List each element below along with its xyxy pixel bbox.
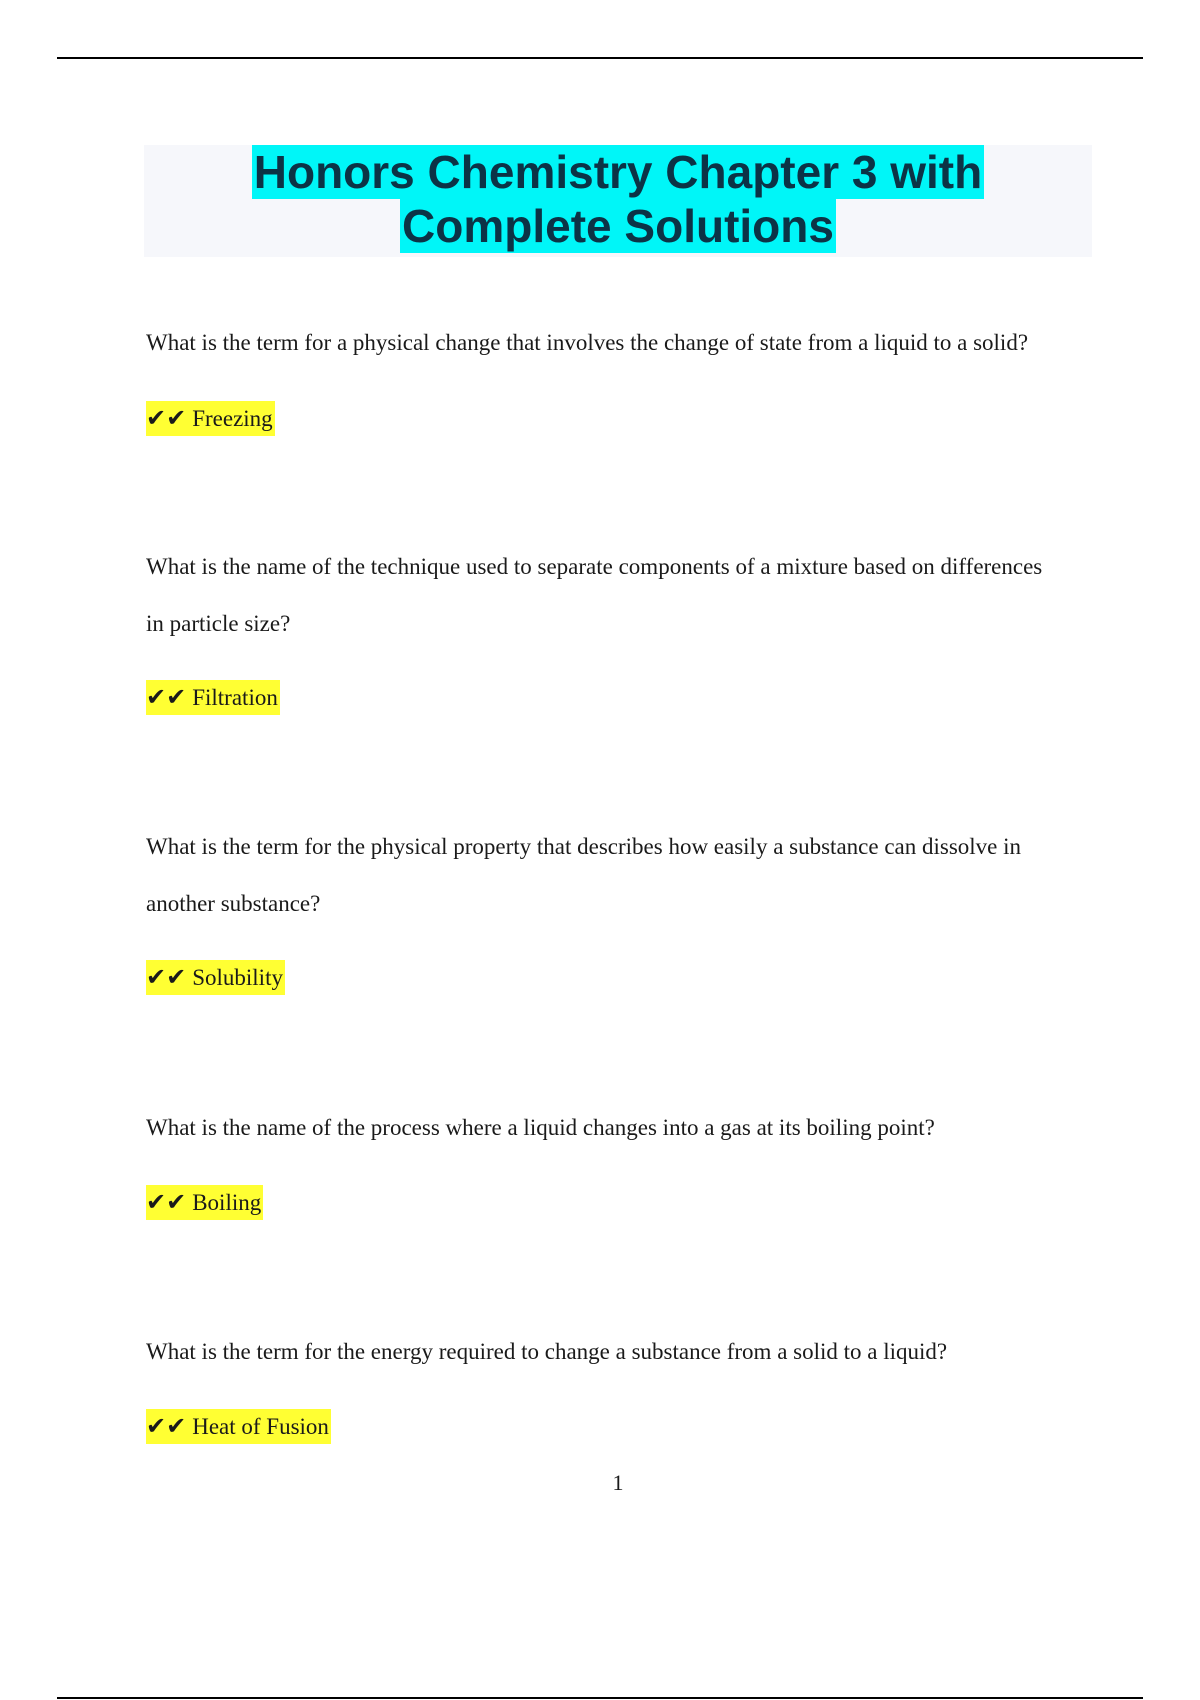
- page-title-line-2: Complete Solutions: [402, 200, 834, 252]
- answer-text: Filtration: [192, 685, 278, 710]
- question-3: [146, 818, 1096, 932]
- answer-1: [146, 401, 275, 436]
- double-check-icon: ✔✔: [146, 683, 187, 711]
- double-check-icon: ✔✔: [146, 963, 187, 991]
- answer-highlight: [146, 1409, 331, 1444]
- bottom-rule: [57, 1697, 1143, 1699]
- answer-highlight: [146, 680, 280, 715]
- question-5: [146, 1323, 1096, 1380]
- question-text: What is the name of the technique used to separate components of a mixture based on differences: [146, 554, 1043, 579]
- question-2: [146, 538, 1096, 652]
- answer-highlight: [146, 1185, 263, 1220]
- answer-highlight: [146, 401, 275, 436]
- double-check-icon: ✔✔: [146, 1412, 187, 1440]
- question-text: What is the term for the physical property that describes how easily a substance can dissolve in: [146, 834, 1022, 859]
- question-text: What is the name of the process where a liquid changes into a gas at its boiling point?: [146, 1115, 935, 1140]
- question-text: What is the term for the energy required to change a substance from a solid to a liquid?: [146, 1339, 948, 1364]
- page-number: 1: [612, 1470, 624, 1495]
- answer-text: Solubility: [192, 965, 283, 990]
- question-4: [146, 1099, 1096, 1156]
- answer-5: [146, 1409, 331, 1444]
- question-text: another substance?: [146, 891, 321, 916]
- double-check-icon: ✔✔: [146, 404, 187, 432]
- question-1: [146, 314, 1096, 371]
- answer-3: [146, 960, 285, 995]
- answer-2: [146, 680, 280, 715]
- question-text: in particle size?: [146, 611, 291, 636]
- answer-text: Freezing: [192, 406, 273, 431]
- answer-text: Heat of Fusion: [192, 1414, 329, 1439]
- answer-4: [146, 1185, 263, 1220]
- double-check-icon: ✔✔: [146, 1188, 187, 1216]
- page-title-line-1: Honors Chemistry Chapter 3 with: [253, 146, 983, 198]
- question-text: What is the term for a physical change that involves the change of state from a liquid to a solid?: [146, 330, 1029, 355]
- title-block: [144, 145, 1092, 257]
- top-rule: [57, 57, 1143, 59]
- answer-highlight: [146, 960, 285, 995]
- answer-text: Boiling: [192, 1190, 262, 1215]
